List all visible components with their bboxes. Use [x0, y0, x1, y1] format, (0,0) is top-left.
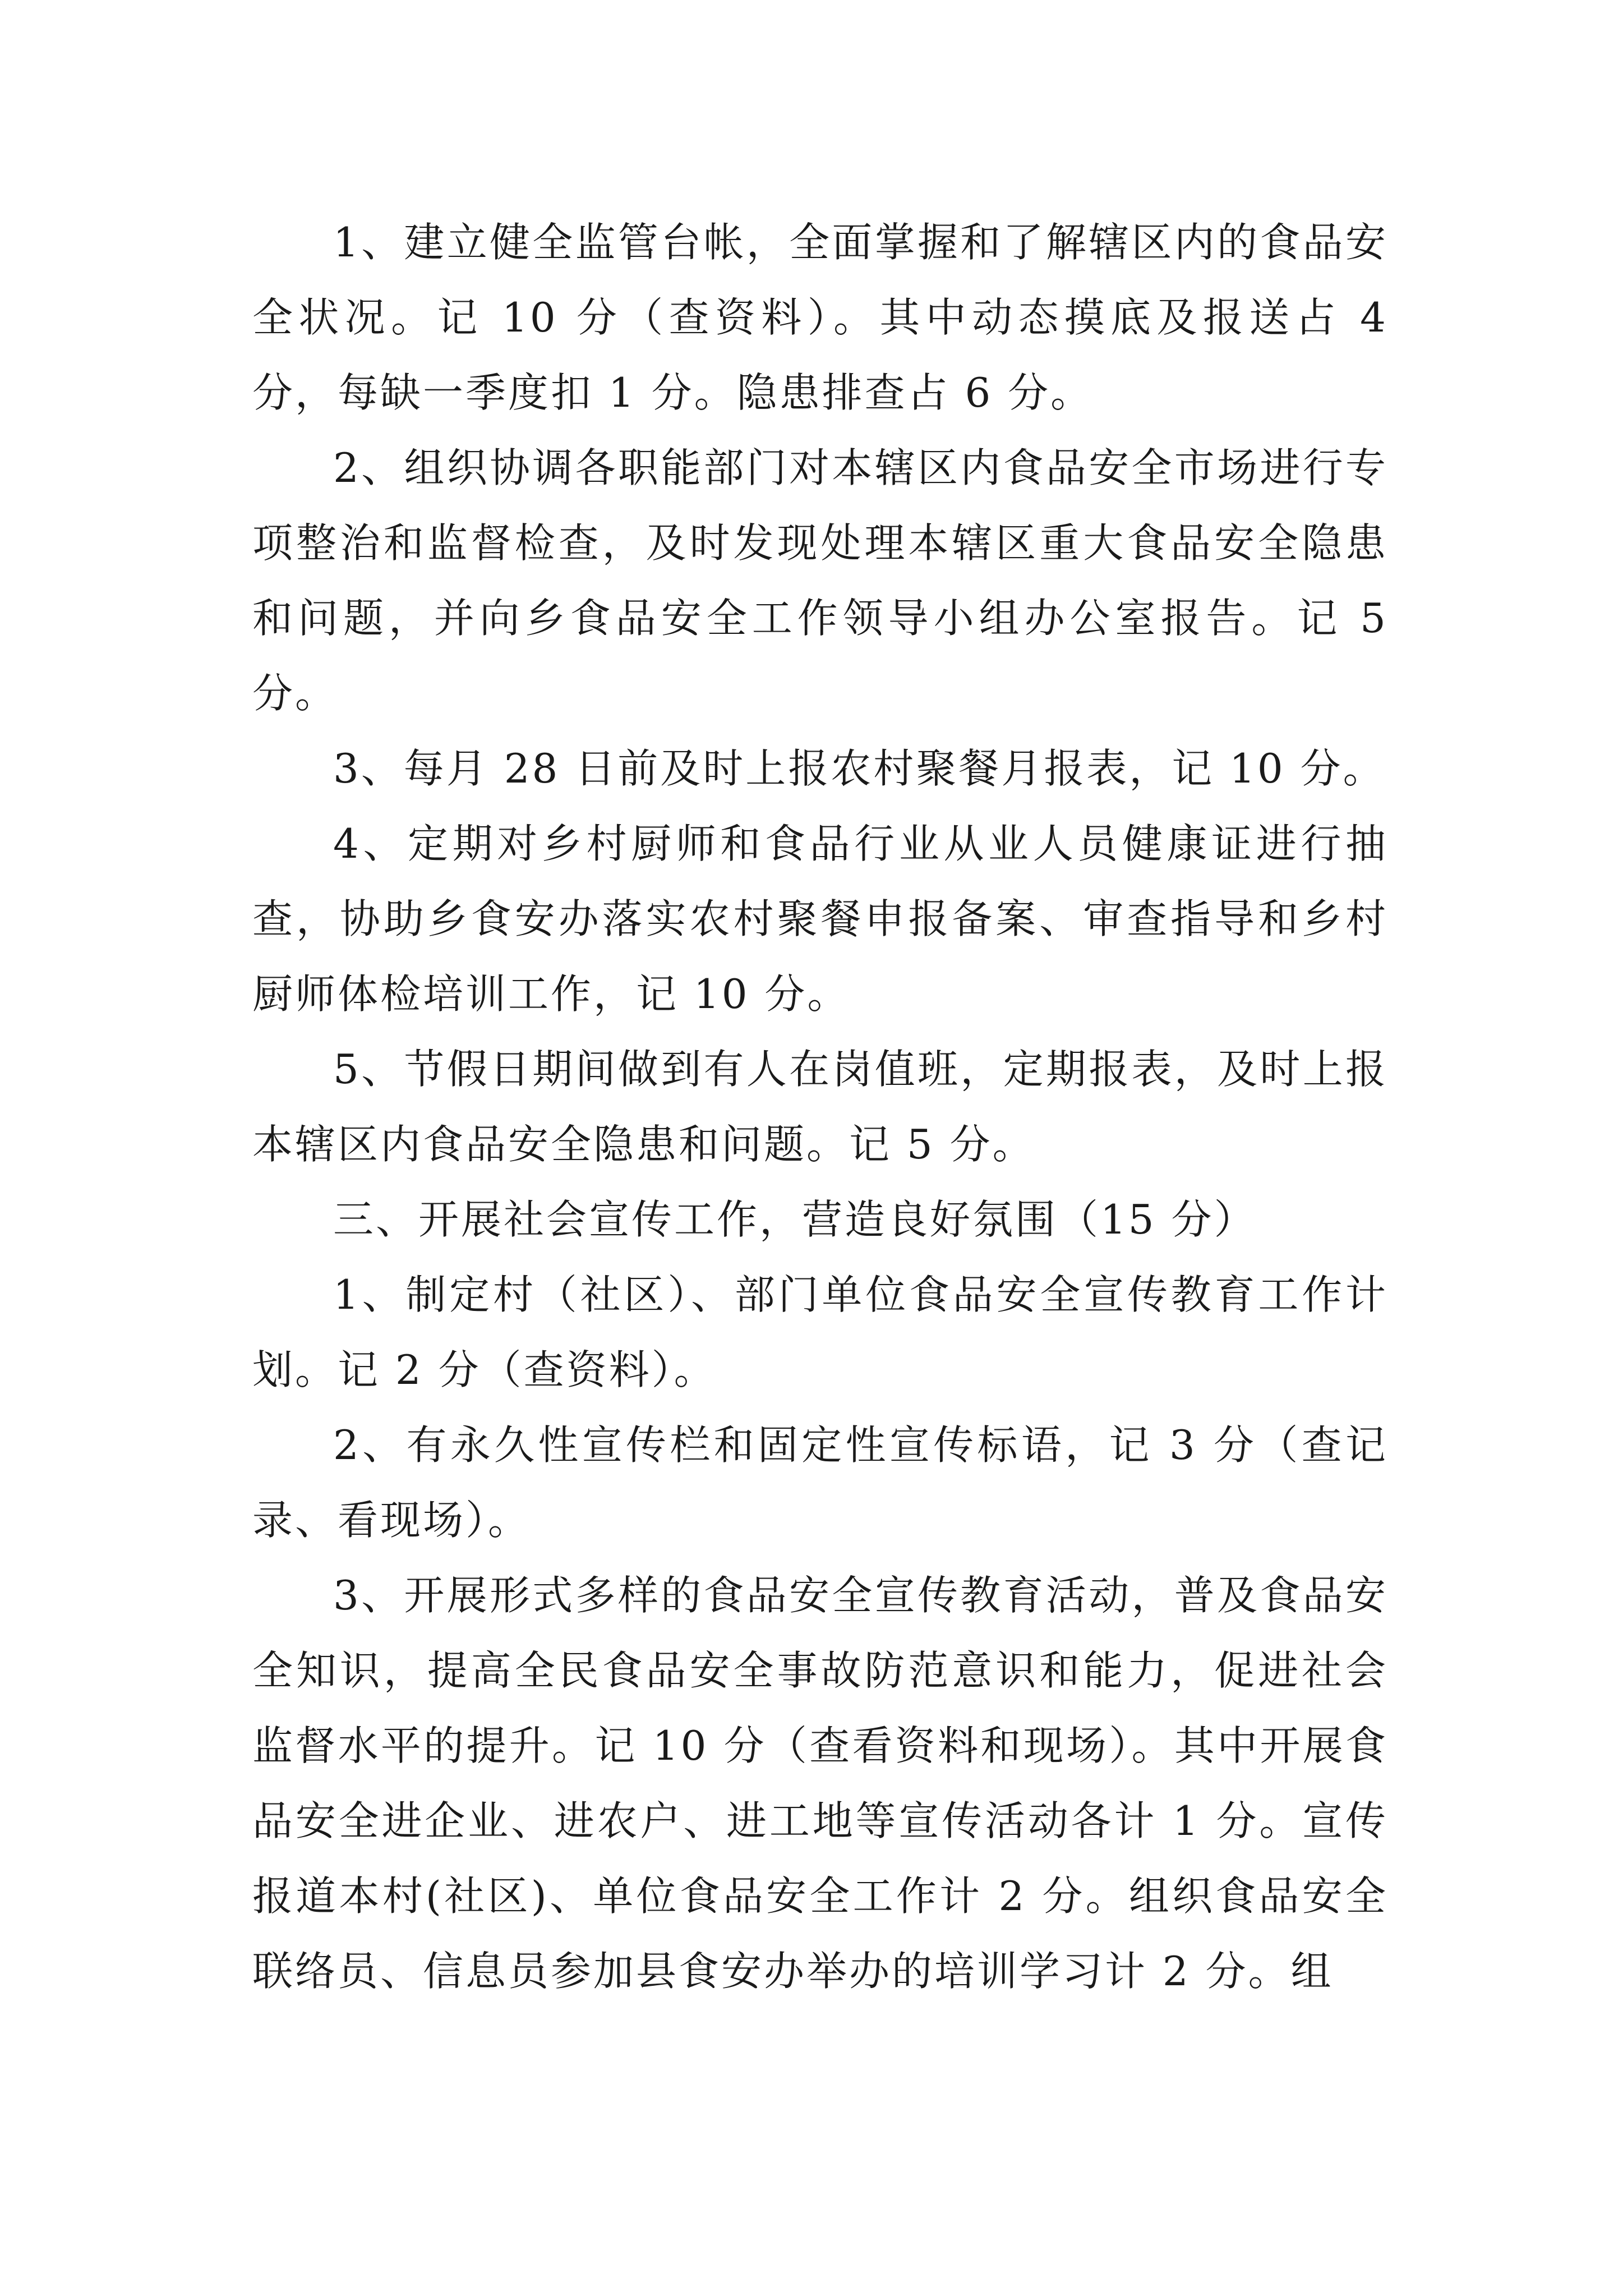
paragraph-publicity-plan: 1、制定村（社区）、部门单位食品安全宣传教育工作计划。记 2 分（查资料）。 [252, 1271, 1388, 1393]
paragraph-item-4-chef-health: 4、定期对乡村厨师和食品行业从业人员健康证进行抽查，协助乡食安办落实农村聚餐申报备案、审查指导和乡村厨师体检培训工作，记 10 分。 [252, 820, 1388, 1018]
paragraph-item-2-inspection: 2、组织协调各职能部门对本辖区内食品安全市场进行专项整治和监督检查，及时发现处理本辖区重大食品安全隐患和问题，并向乡食品安全工作领导小组办公室报告。记 5 分。 [252, 444, 1388, 717]
paragraph-item-1-ledger: 1、建立健全监管台帐，全面掌握和了解辖区内的食品安全状况。记 10 分（查资料）。其中动态摸底及报送占 4 分，每缺一季度扣 1 分。隐患排查占 6 分。 [252, 219, 1388, 416]
section-heading-publicity: 三、开展社会宣传工作，营造良好氛围（15 分） [333, 1196, 1257, 1243]
paragraph-item-3-monthly-report: 3、每月 28 日前及时上报农村聚餐月报表，记 10 分。 [333, 745, 1386, 792]
paragraph-publicity-activities: 3、开展形式多样的食品安全宣传教育活动，普及食品安全知识，提高全民食品安全事故防范意识和能力，促进社会监督水平的提升。记 10 分（查看资料和现场）。其中开展食品安全进企业、进农户、进工地等宣传活动各计 1 分。宣传报道本村(社区)、单位食品安全工作计 2 分。组织食品安全联络员、信息员参加县食安办举办的培训学习计 2 分。组 [252, 1572, 1388, 1995]
paragraph-publicity-board: 2、有永久性宣传栏和固定性宣传标语，记 3 分（查记录、看现场）。 [252, 1421, 1388, 1544]
paragraph-item-5-holiday-duty: 5、节假日期间做到有人在岗值班，定期报表，及时上报本辖区内食品安全隐患和问题。记 5 分。 [252, 1046, 1388, 1168]
document-page [252, 205, 1388, 2009]
